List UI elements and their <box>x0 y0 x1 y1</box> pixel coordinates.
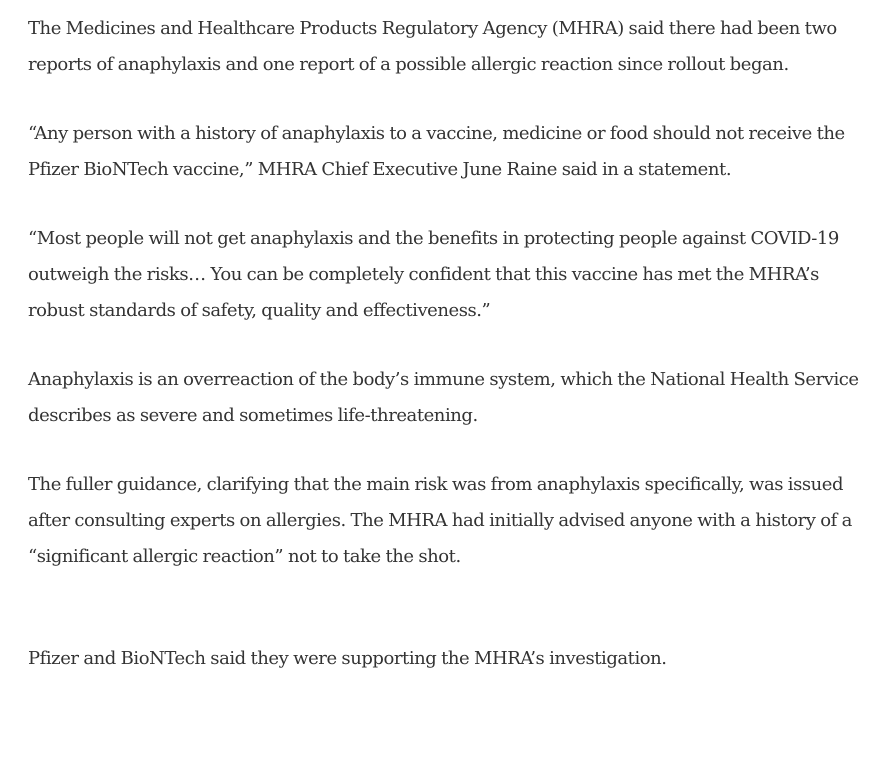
paragraph-benefits-quote: “Most people will not get anaphylaxis and the benefits in protecting people against COVID-19 outweigh the risks… You can be completely confident that this vaccine has met the MHRA’s robust standards of safety, quality and effectiveness.” <box>28 228 839 321</box>
paragraph-raine-quote: “Any person with a history of anaphylaxis to a vaccine, medicine or food should not receive the Pfizer BioNTech vaccine,” MHRA Chief Executive June Raine said in a statement. <box>28 123 845 180</box>
paragraph-investigation: Pfizer and BioNTech said they were supporting the MHRA’s investigation. <box>28 648 667 669</box>
paragraph-mhra-reports: The Medicines and Healthcare Products Regulatory Agency (MHRA) said there had been two reports of anaphylaxis and one report of a possible allergic reaction since rollout began. <box>28 18 837 75</box>
paragraph-guidance: The fuller guidance, clarifying that the main risk was from anaphylaxis specifically, was issued after consulting experts on allergies. The MHRA had initially advised anyone with a history of a “significant allergic reaction” not to take the shot. <box>28 474 852 567</box>
paragraph-anaphylaxis-definition: Anaphylaxis is an overreaction of the body’s immune system, which the National Health Service describes as severe and sometimes life-threatening. <box>28 369 859 426</box>
article-body <box>28 11 863 677</box>
